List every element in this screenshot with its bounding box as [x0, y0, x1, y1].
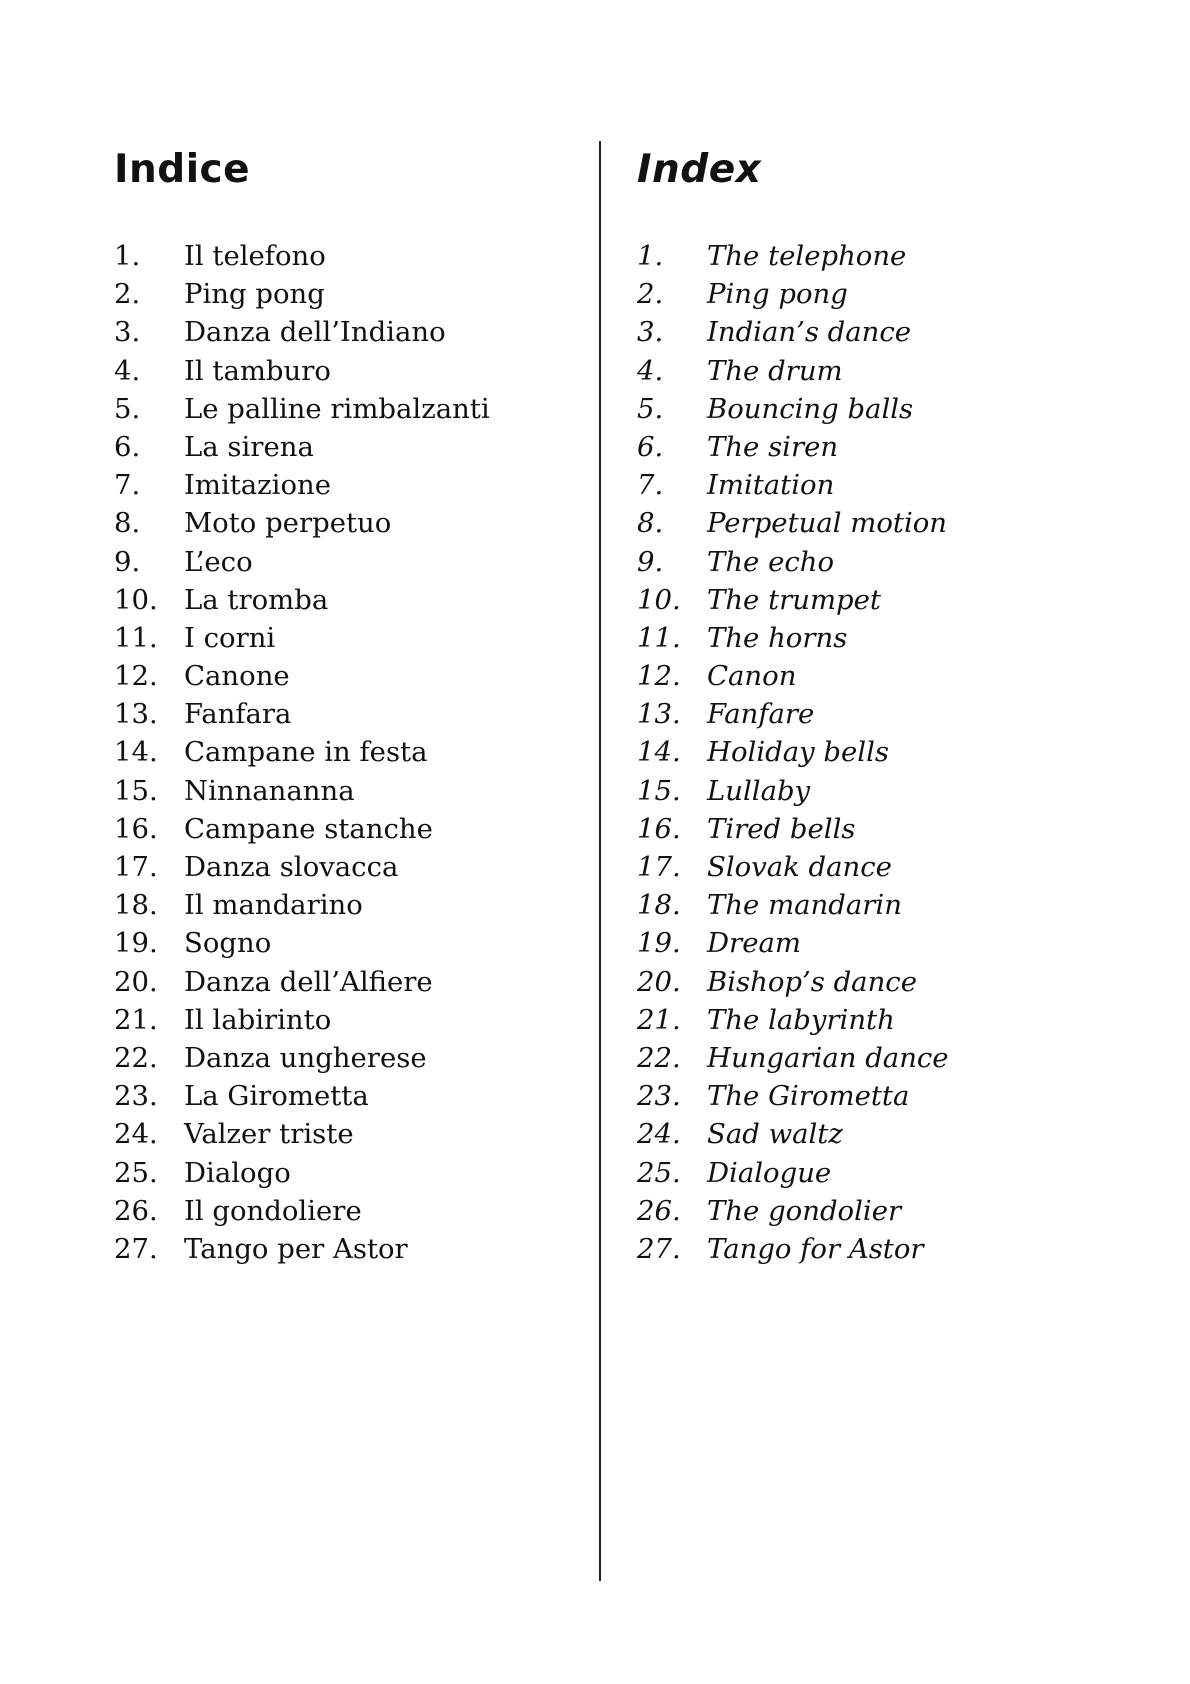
- toc-entry-number: 19.: [637, 927, 681, 960]
- toc-entry: [637, 581, 1157, 619]
- toc-entry-number: 15.: [637, 774, 681, 807]
- toc-entry-number: 18.: [114, 889, 158, 922]
- toc-entry-number: 20.: [637, 965, 681, 998]
- italian-toc-list: [114, 237, 584, 1268]
- toc-entry: [637, 390, 1157, 428]
- toc-entry: [637, 1115, 1157, 1153]
- toc-entry-number: 2.: [637, 278, 664, 311]
- toc-entry: [637, 1039, 1157, 1077]
- toc-entry-title: Sogno: [184, 927, 272, 960]
- toc-entry: [637, 428, 1157, 466]
- toc-entry: [114, 504, 584, 542]
- toc-entry: [114, 466, 584, 504]
- toc-entry-title: Ping pong: [184, 278, 325, 311]
- toc-entry-title: La tromba: [184, 583, 329, 616]
- toc-entry-number: 4.: [114, 354, 141, 387]
- toc-entry-title: The telephone: [707, 240, 907, 272]
- toc-entry-number: 5.: [114, 392, 141, 425]
- toc-entry-number: 22.: [637, 1041, 681, 1074]
- toc-entry-title: Bishop’s dance: [707, 965, 917, 998]
- toc-entry-number: 15.: [114, 774, 158, 807]
- toc-entry: [114, 810, 584, 848]
- toc-entry: [114, 313, 584, 351]
- toc-entry-number: 8.: [114, 507, 141, 540]
- toc-entry-title: Bouncing balls: [707, 392, 914, 425]
- toc-entry-number: 16.: [637, 812, 681, 845]
- toc-entry: [114, 1077, 584, 1115]
- toc-entry: [114, 543, 584, 581]
- toc-entry: [114, 581, 584, 619]
- toc-entry: [637, 810, 1157, 848]
- toc-entry: [114, 428, 584, 466]
- toc-entry-title: Ping pong: [707, 278, 848, 311]
- toc-entry-title: Danza dell’Alfiere: [184, 965, 433, 998]
- toc-entry: [637, 733, 1157, 771]
- toc-entry-number: 20.: [114, 965, 158, 998]
- toc-entry-number: 24.: [637, 1118, 681, 1151]
- toc-entry-number: 6.: [637, 430, 664, 463]
- toc-entry-title: The gondolier: [707, 1194, 902, 1227]
- index-column-english: [637, 145, 1157, 1268]
- toc-entry-number: 21.: [637, 1003, 681, 1036]
- toc-entry-title: Tired bells: [707, 812, 856, 845]
- toc-entry-title: Valzer triste: [184, 1118, 354, 1151]
- toc-entry-number: 10.: [114, 583, 158, 616]
- toc-entry-title: La Girometta: [184, 1080, 369, 1113]
- toc-entry-title: Sad waltz: [707, 1118, 843, 1151]
- toc-entry-title: Dialogo: [184, 1156, 291, 1189]
- toc-entry: [637, 924, 1157, 962]
- toc-entry: [114, 390, 584, 428]
- toc-entry-number: 22.: [114, 1041, 158, 1074]
- toc-entry-title: The siren: [707, 430, 839, 463]
- toc-entry: [637, 466, 1157, 504]
- toc-entry-number: 25.: [114, 1156, 158, 1189]
- toc-entry: [637, 619, 1157, 657]
- toc-entry: [637, 848, 1157, 886]
- toc-entry: [114, 1192, 584, 1230]
- toc-entry-number: 7.: [637, 469, 664, 502]
- toc-entry-title: The drum: [707, 354, 843, 387]
- toc-entry: [114, 657, 584, 695]
- toc-entry-number: 26.: [637, 1194, 681, 1227]
- toc-entry-number: 27.: [114, 1232, 158, 1265]
- toc-entry-title: L’eco: [184, 545, 253, 578]
- toc-entry-number: 13.: [637, 698, 681, 731]
- toc-entry-title: The labyrinth: [707, 1003, 895, 1036]
- toc-entry-title: Imitazione: [184, 469, 332, 502]
- toc-entry-title: Imitation: [707, 469, 835, 502]
- toc-entry: [637, 657, 1157, 695]
- toc-entry-number: 27.: [637, 1232, 681, 1265]
- toc-entry: [114, 275, 584, 313]
- toc-entry-title: The echo: [707, 545, 835, 578]
- toc-entry-title: Il gondoliere: [184, 1194, 362, 1227]
- toc-entry-title: Moto perpetuo: [184, 507, 392, 540]
- toc-entry-title: Tango per Astor: [184, 1232, 408, 1265]
- toc-entry-number: 23.: [637, 1080, 681, 1113]
- toc-entry-title: The mandarin: [707, 889, 902, 922]
- toc-entry-title: La sirena: [184, 430, 314, 463]
- toc-entry-number: 16.: [114, 812, 158, 845]
- toc-entry: [637, 352, 1157, 390]
- toc-entry-number: 9.: [114, 545, 141, 578]
- toc-entry-number: 24.: [114, 1118, 158, 1151]
- toc-entry-number: 4.: [637, 354, 664, 387]
- toc-entry-title: Holiday bells: [707, 736, 889, 769]
- english-toc-list: [637, 237, 1157, 1268]
- toc-entry-number: 14.: [114, 736, 158, 769]
- toc-entry: [637, 237, 1157, 275]
- toc-entry-number: 13.: [114, 698, 158, 731]
- toc-entry-number: 11.: [637, 621, 681, 654]
- toc-entry-number: 25.: [637, 1156, 681, 1189]
- toc-entry-number: 6.: [114, 430, 141, 463]
- toc-entry-number: 11.: [114, 621, 158, 654]
- toc-entry-number: 18.: [637, 889, 681, 922]
- toc-entry-title: The trumpet: [707, 583, 881, 616]
- toc-entry-number: 3.: [637, 316, 664, 349]
- toc-entry-title: Le palline rimbalzanti: [184, 392, 490, 425]
- toc-entry-title: Hungarian dance: [707, 1041, 949, 1074]
- toc-entry-number: 10.: [637, 583, 681, 616]
- toc-entry-title: Lullaby: [707, 774, 811, 807]
- toc-entry-title: Fanfara: [184, 698, 292, 731]
- toc-entry-number: 21.: [114, 1003, 158, 1036]
- column-divider: [599, 141, 601, 1581]
- english-heading: Index: [637, 147, 762, 192]
- toc-entry-title: Perpetual motion: [707, 507, 948, 540]
- toc-entry-number: 8.: [637, 507, 664, 540]
- toc-entry-title: Canon: [707, 660, 797, 693]
- toc-entry: [114, 848, 584, 886]
- toc-entry-number: 9.: [637, 545, 664, 578]
- toc-entry-title: Indian’s dance: [707, 316, 912, 349]
- toc-entry: [637, 695, 1157, 733]
- toc-entry-title: The horns: [707, 621, 848, 654]
- toc-entry-number: 17.: [114, 851, 158, 883]
- toc-entry: [114, 1230, 584, 1268]
- toc-entry-number: 23.: [114, 1080, 158, 1113]
- toc-entry-title: Dialogue: [707, 1156, 832, 1189]
- toc-entry: [114, 1115, 584, 1153]
- toc-entry-number: 12.: [114, 660, 158, 693]
- toc-entry-title: Il tamburo: [184, 354, 331, 387]
- toc-entry: [114, 695, 584, 733]
- toc-entry: [114, 1154, 584, 1192]
- toc-entry: [637, 1192, 1157, 1230]
- toc-entry: [114, 619, 584, 657]
- toc-entry-number: 17.: [637, 851, 681, 883]
- toc-entry: [637, 1001, 1157, 1039]
- toc-entry: [637, 772, 1157, 810]
- toc-entry-title: Slovak dance: [707, 851, 892, 883]
- toc-entry: [637, 1154, 1157, 1192]
- italian-heading: Indice: [114, 147, 251, 192]
- toc-entry-title: Fanfare: [707, 698, 815, 731]
- toc-entry: [637, 504, 1157, 542]
- toc-entry-number: 5.: [637, 392, 664, 425]
- toc-entry: [114, 1001, 584, 1039]
- toc-entry-title: Danza dell’Indiano: [184, 316, 446, 349]
- toc-entry-title: Il labirinto: [184, 1003, 332, 1036]
- toc-entry-number: 14.: [637, 736, 681, 769]
- index-column-italian: [114, 145, 584, 1268]
- toc-entry: [637, 543, 1157, 581]
- toc-entry: [637, 963, 1157, 1001]
- toc-entry: [114, 886, 584, 924]
- toc-entry-title: Danza ungherese: [184, 1041, 427, 1074]
- toc-entry: [114, 237, 584, 275]
- toc-entry-title: Dream: [707, 927, 801, 960]
- toc-entry-number: 19.: [114, 927, 158, 960]
- toc-entry-title: The Girometta: [707, 1080, 910, 1113]
- toc-entry: [637, 275, 1157, 313]
- toc-entry-title: Tango for Astor: [707, 1232, 924, 1265]
- toc-entry: [637, 1230, 1157, 1268]
- toc-entry: [114, 772, 584, 810]
- toc-entry-title: Il telefono: [184, 240, 326, 272]
- toc-entry-number: 3.: [114, 316, 141, 349]
- toc-entry-number: 7.: [114, 469, 141, 502]
- toc-entry: [114, 1039, 584, 1077]
- toc-entry-title: Danza slovacca: [184, 851, 399, 883]
- toc-entry-number: 12.: [637, 660, 681, 693]
- toc-entry-title: Ninnananna: [184, 774, 355, 807]
- toc-entry-title: Campane stanche: [184, 812, 433, 845]
- toc-entry: [114, 352, 584, 390]
- toc-entry-number: 1.: [637, 240, 664, 272]
- toc-entry: [114, 733, 584, 771]
- toc-entry-title: I corni: [184, 621, 276, 654]
- toc-entry: [114, 963, 584, 1001]
- toc-entry: [637, 886, 1157, 924]
- toc-entry: [637, 1077, 1157, 1115]
- toc-entry-title: Campane in festa: [184, 736, 428, 769]
- toc-entry-title: Il mandarino: [184, 889, 363, 922]
- toc-entry-number: 26.: [114, 1194, 158, 1227]
- toc-entry: [114, 924, 584, 962]
- toc-entry-number: 1.: [114, 240, 141, 272]
- toc-entry-title: Canone: [184, 660, 290, 693]
- toc-entry-number: 2.: [114, 278, 141, 311]
- toc-entry: [637, 313, 1157, 351]
